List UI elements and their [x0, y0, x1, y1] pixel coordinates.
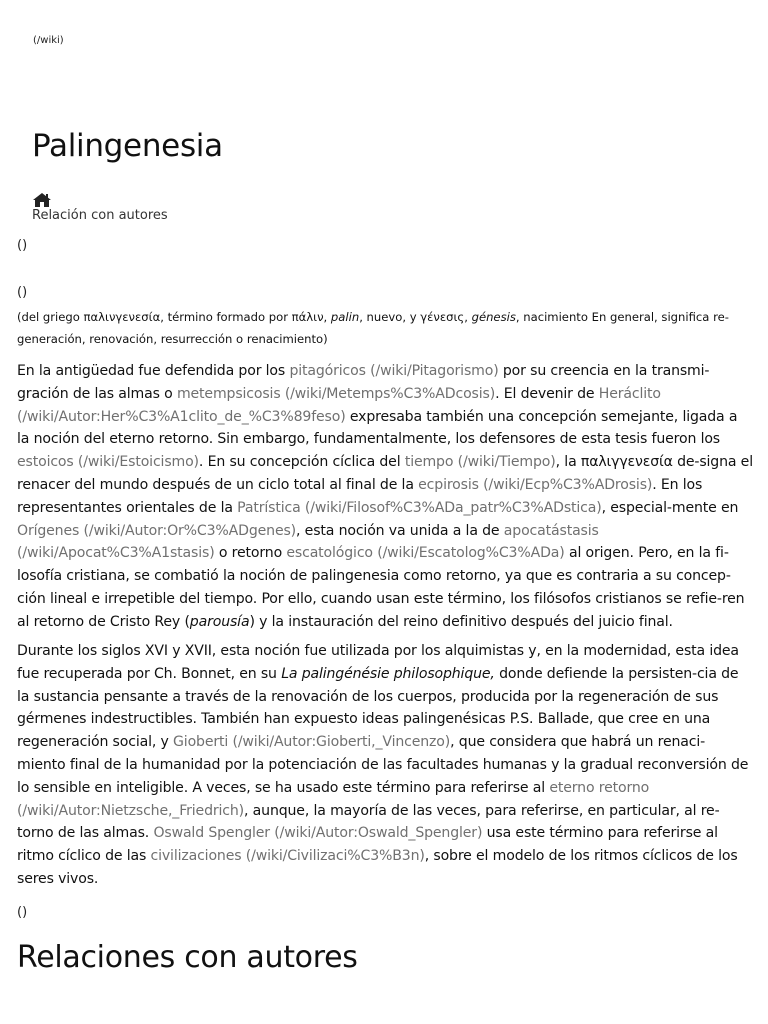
- link-eterno-retorno[interactable]: eterno retorno (/wiki/Autor:Nietzsche,_Friedrich): [17, 779, 650, 819]
- empty-anchor-1[interactable]: (): [17, 238, 28, 253]
- empty-anchor-2[interactable]: (): [17, 285, 28, 300]
- empty-anchor-3[interactable]: (): [17, 905, 28, 920]
- page-title: Palingenesia: [32, 128, 223, 164]
- link-gioberti[interactable]: Gioberti (/wiki/Autor:Gioberti,_Vincenzo): [173, 734, 451, 751]
- link-origenes[interactable]: Orígenes (/wiki/Autor:Or%C3%ADgenes): [17, 522, 297, 539]
- etymology-paragraph: (del griego παλινγενεσία, término formado por πάλιν, palin, nuevo, y γένεσις, génesis, nacimiento En general, significa re-generación, renovación, resurrección o renacimiento): [17, 310, 729, 346]
- link-heraclito[interactable]: Heráclito (/wiki/Autor:Her%C3%A1clito_de_%C3%89feso): [17, 385, 661, 425]
- link-oswald-spengler[interactable]: Oswald Spengler (/wiki/Autor:Oswald_Spengler): [153, 825, 483, 842]
- link-patristica[interactable]: Patrística (/wiki/Filosof%C3%ADa_patr%C3%ADstica): [237, 499, 602, 516]
- link-metempsicosis[interactable]: metempsicosis (/wiki/Metemps%C3%ADcosis): [176, 385, 496, 402]
- modern-paragraph: Durante los siglos XVI y XVII, esta noción fue utilizada por los alquimistas y, en la modernidad, esta idea fue recuperada por Ch. Bonnet, en su La palingénésie philosophique, donde defiende la persisten-cia de la sustancia pensante a través de la renovación de los cuerpos, producida por la regeneración de sus gérmenes indestructibles. También han expuesto ideas palingenésicas P.S. Ballade, que cree en una regeneración social, y Gioberti (/wiki/Autor:Gioberti,_Vincenzo), que considera que habrá un renaci-miento final de la humanidad por la potenciación de las facultades humanas y la gradual reconversión de lo sensible en inteligible. A veces, se ha usado este término para referirse al eterno retorno (/wiki/Autor:Nietzsche,_Friedrich), aunque, la mayoría de las veces, para referirse, en particular, al re-torno de las almas. Oswald Spengler (/wiki/Autor:Oswald_Spengler) usa este término para referirse al ritmo cíclico de las civilizaciones (/wiki/Civilizaci%C3%B3n), sobre el modelo de los ritmos cíclicos de los seres vivos.: [17, 643, 749, 887]
- history-paragraph: En la antigüedad fue defendida por los pitagóricos (/wiki/Pitagorismo) por su creencia en la transmi-gración de las almas o metempsicosis (/wiki/Metemps%C3%ADcosis). El devenir de Heráclito (/wiki/Autor:Her%C3%A1clito_de_%C3%89feso) expresaba también una concepción semejante, ligada a la noción del eterno retorno. Sin embargo, fundamentalmente, los defensores de esta tesis fueron los estoicos (/wiki/Estoicismo). En su concepción cíclica del tiempo (/wiki/Tiempo), la παλιγγενεσία de-signa el renacer del mundo después de un ciclo total al final de la ecpirosis (/wiki/Ecp%C3%ADrosis). En los representantes orientales de la Patrística (/wiki/Filosof%C3%ADa_patr%C3%ADstica), especial-mente en Orígenes (/wiki/Autor:Or%C3%ADgenes), esta noción va unida a la de apocatástasis (/wiki/Apocat%C3%A1stasis) o retorno escatológico (/wiki/Escatolog%C3%ADa) al origen. Pero, en la fi-losofía cristiana, se combatió la noción de palingenesia como retorno, ya que es contraria a su concep-ción lineal e irrepetible del tiempo. Por ello, cuando usan este término, los filósofos cristianos se refie-ren al retorno de Cristo Rey (parousía) y la instauración del reino definitivo después del juicio final.: [17, 363, 753, 630]
- link-tiempo[interactable]: tiempo (/wiki/Tiempo): [404, 454, 556, 471]
- link-ecpirosis[interactable]: ecpirosis (/wiki/Ecp%C3%ADrosis): [418, 476, 653, 493]
- link-estoicos[interactable]: estoicos (/wiki/Estoicismo): [17, 454, 199, 471]
- link-civilizaciones[interactable]: civilizaciones (/wiki/Civilizaci%C3%B3n): [150, 848, 425, 865]
- home-icon[interactable]: [32, 192, 52, 208]
- section-title-relaciones: Relaciones con autores: [17, 940, 358, 975]
- link-pitagoricos[interactable]: pitagóricos (/wiki/Pitagorismo): [289, 363, 499, 379]
- nav-link-relacion-autores[interactable]: Relación con autores: [32, 208, 168, 223]
- link-escatologico[interactable]: escatológico (/wiki/Escatolog%C3%ADa): [286, 545, 565, 562]
- breadcrumb-link[interactable]: (/wiki): [33, 35, 64, 46]
- link-apocatastasis[interactable]: apocatástasis (/wiki/Apocat%C3%A1stasis): [17, 522, 599, 562]
